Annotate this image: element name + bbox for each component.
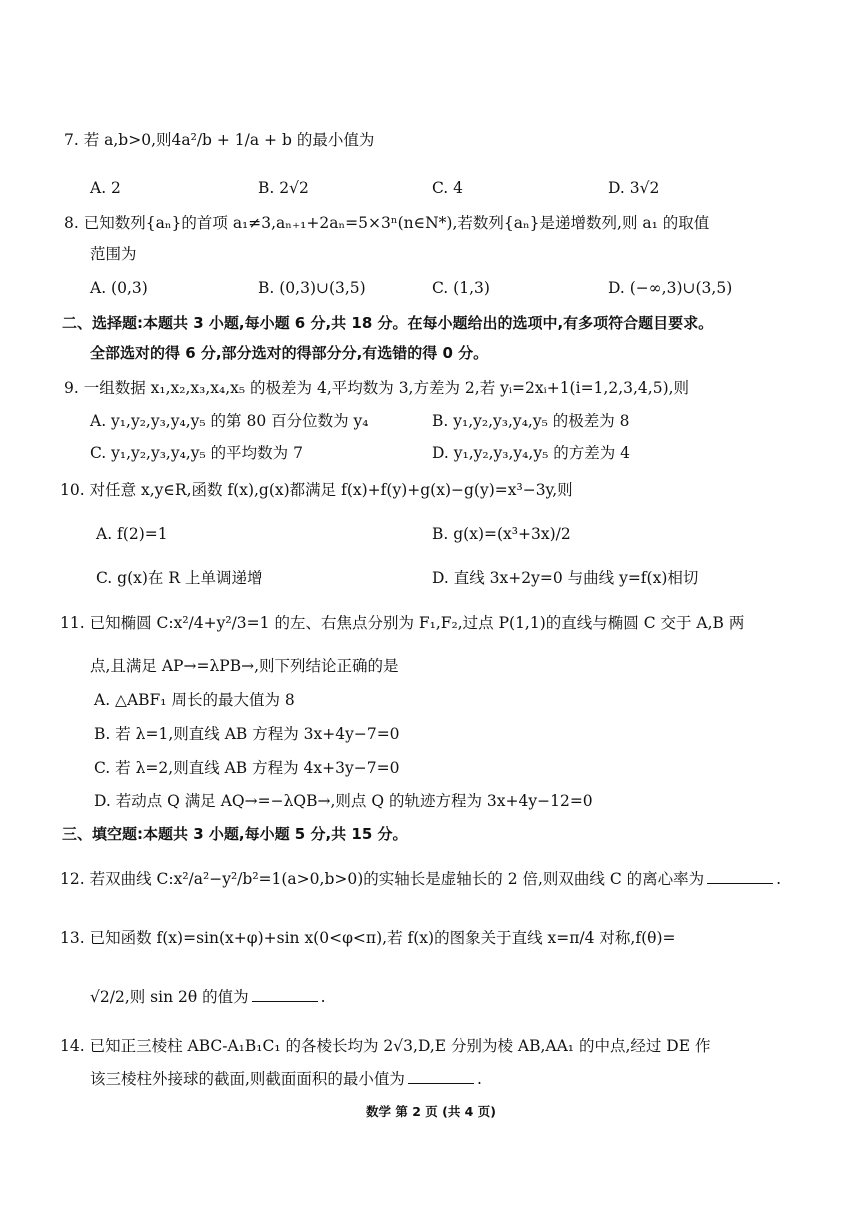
q14-period: . — [476, 1070, 482, 1088]
q12-period: . — [776, 870, 782, 888]
q13-stem-line2 — [90, 987, 326, 1007]
q11-stem-line2: 点,且满足 AP→=λPB→,则下列结论正确的是 — [90, 657, 399, 675]
q7-stem: 7. 若 a,b>0,则4a²/b + 1/a + b 的最小值为 — [64, 131, 375, 149]
q8-option-d: D. (−∞,3)∪(3,5) — [608, 279, 733, 297]
q9-option-d: D. y₁,y₂,y₃,y₄,y₅ 的方差为 4 — [432, 444, 631, 462]
q12-text: 12. 若双曲线 C:x²/a²−y²/b²=1(a>0,b>0)的实轴长是虚轴长的 2 倍,则双曲线 C 的离心率为 — [60, 870, 705, 888]
section2-heading: 二、选择题:本题共 3 小题,每小题 6 分,共 18 分。在每小题给出的选项中,有多项符合题目要求。 — [62, 314, 714, 332]
q10-option-d: D. 直线 3x+2y=0 与曲线 y=f(x)相切 — [432, 569, 699, 587]
section3-heading: 三、填空题:本题共 3 小题,每小题 5 分,共 15 分。 — [62, 825, 408, 843]
q13-stem-line1: 13. 已知函数 f(x)=sin(x+φ)+sin x(0<φ<π),若 f(x)的图象关于直线 x=π/4 对称,f(θ)= — [60, 929, 676, 947]
q11-option-d: D. 若动点 Q 满足 AQ→=−λQB→,则点 Q 的轨迹方程为 3x+4y−12=0 — [94, 792, 593, 810]
q7-option-b: B. 2√2 — [258, 179, 309, 197]
q9-option-b: B. y₁,y₂,y₃,y₄,y₅ 的极差为 8 — [432, 412, 630, 430]
q10-option-b: B. g(x)=(x³+3x)/2 — [432, 525, 571, 543]
q13-answer-blank — [252, 987, 318, 1002]
q8-option-b: B. (0,3)∪(3,5) — [258, 279, 366, 297]
q7-option-c: C. 4 — [432, 179, 464, 197]
section2-instructions: 全部选对的得 6 分,部分选对的得部分分,有选错的得 0 分。 — [90, 344, 489, 362]
q10-option-c: C. g(x)在 R 上单调递增 — [96, 569, 263, 587]
q8-stem-line1: 8. 已知数列{aₙ}的首项 a₁≠3,aₙ₊₁+2aₙ=5×3ⁿ(n∈N*),若数列{aₙ}是递增数列,则 a₁ 的取值 — [64, 214, 710, 232]
q8-stem-line2: 范围为 — [90, 245, 137, 263]
q11-option-a: A. △ABF₁ 周长的最大值为 8 — [94, 691, 295, 709]
q9-option-a: A. y₁,y₂,y₃,y₄,y₅ 的第 80 百分位数为 y₄ — [90, 412, 369, 430]
q14-stem-line1: 14. 已知正三棱柱 ABC-A₁B₁C₁ 的各棱长均为 2√3,D,E 分别为棱 AB,AA₁ 的中点,经过 DE 作 — [60, 1037, 711, 1055]
page-footer: 数学 第 2 页 (共 4 页) — [366, 1104, 496, 1119]
q11-stem-line1: 11. 已知椭圆 C:x²/4+y²/3=1 的左、右焦点分别为 F₁,F₂,过点 P(1,1)的直线与椭圆 C 交于 A,B 两 — [60, 614, 745, 632]
q9-stem: 9. 一组数据 x₁,x₂,x₃,x₄,x₅ 的极差为 4,平均数为 3,方差为 2,若 yᵢ=2xᵢ+1(i=1,2,3,4,5),则 — [64, 379, 690, 397]
q11-option-c: C. 若 λ=2,则直线 AB 方程为 4x+3y−7=0 — [94, 759, 400, 777]
q14-text: 该三棱柱外接球的截面,则截面面积的最小值为 — [90, 1070, 405, 1088]
q9-option-c: C. y₁,y₂,y₃,y₄,y₅ 的平均数为 7 — [90, 444, 303, 462]
q12-stem — [60, 869, 781, 889]
q12-answer-blank — [707, 869, 773, 884]
q13-text: √2/2,则 sin 2θ 的值为 — [90, 988, 249, 1006]
q11-option-b: B. 若 λ=1,则直线 AB 方程为 3x+4y−7=0 — [94, 725, 400, 743]
q13-period: . — [320, 988, 326, 1006]
q14-stem-line2 — [90, 1069, 482, 1089]
q14-answer-blank — [408, 1069, 474, 1084]
q8-option-a: A. (0,3) — [90, 279, 148, 297]
q8-option-c: C. (1,3) — [432, 279, 490, 297]
q10-option-a: A. f(2)=1 — [96, 525, 168, 543]
q7-option-d: D. 3√2 — [608, 179, 660, 197]
q10-stem: 10. 对任意 x,y∈R,函数 f(x),g(x)都满足 f(x)+f(y)+g(x)−g(y)=x³−3y,则 — [60, 481, 573, 499]
q7-option-a: A. 2 — [90, 179, 121, 197]
